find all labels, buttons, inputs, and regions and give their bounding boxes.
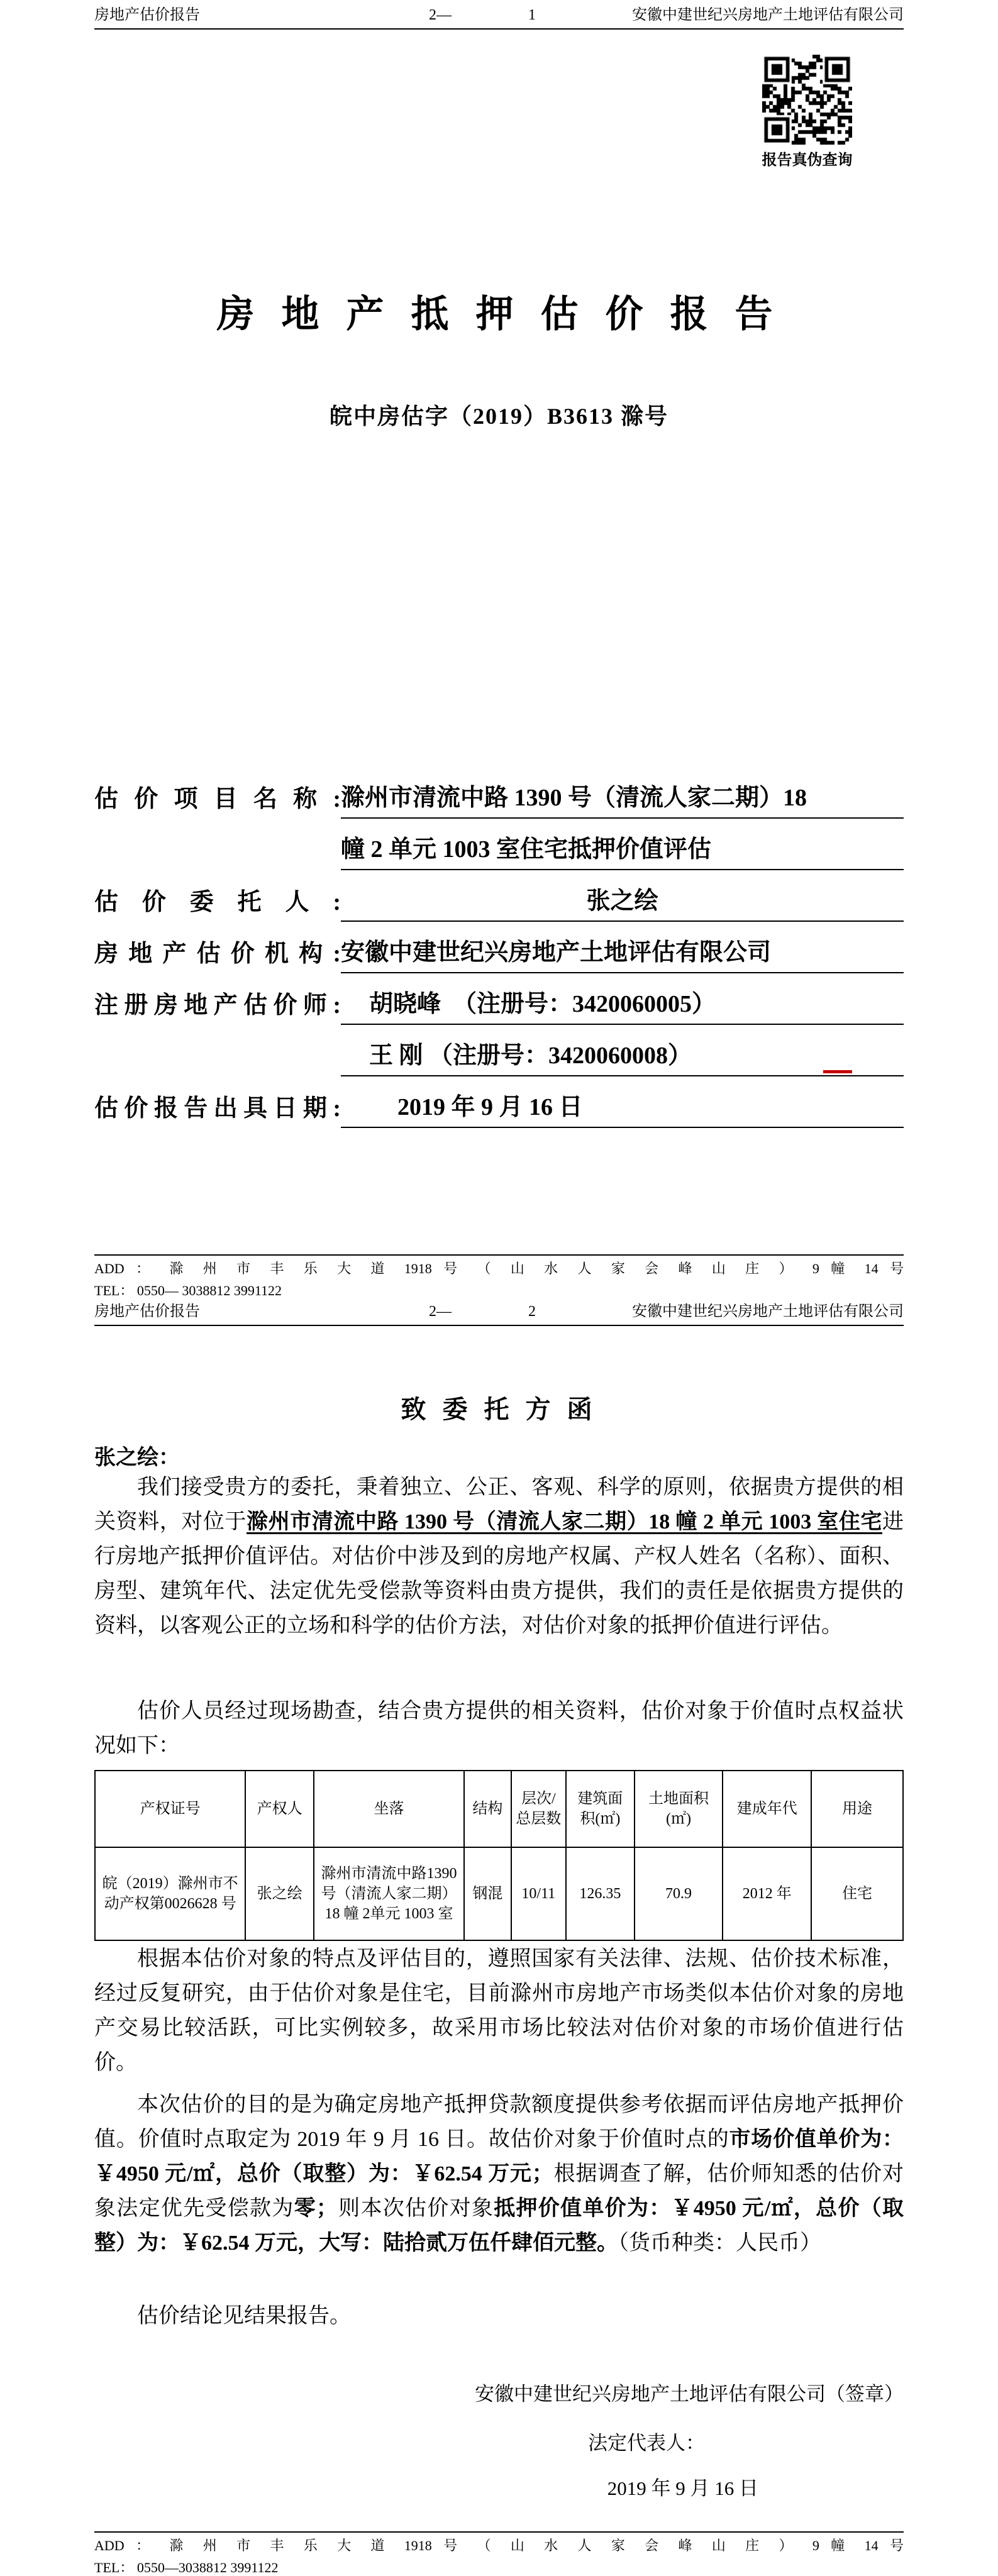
form-row-project	[94, 767, 904, 819]
table-header-cell: 层次/总层数	[511, 1771, 566, 1847]
header-doc-title: 房地产估价报告	[94, 1303, 200, 1320]
project-value-line2: 幢 2 单元 1003 室住宅抵押价值评估	[341, 829, 904, 870]
signature-date: 2019 年 9 月 16 日	[607, 2477, 758, 2499]
footer-address: ADD ： 滁 州 市 丰 乐 大 道 1918 号 （ 山 水 人 家 会 峰 山 庄 ） 9 幢 14 号	[94, 2538, 904, 2553]
table-header-cell: 产权人	[245, 1771, 314, 1847]
table-header-cell: 建筑面积(㎡)	[566, 1771, 635, 1847]
header-company-name: 安徽中建世纪兴房地产土地评估有限公司	[632, 1303, 904, 1320]
signature-company: 安徽中建世纪兴房地产土地评估有限公司（签章）	[475, 2383, 904, 2405]
table-cell-certificate: 皖（2019）滁州市不动产权第0026628 号	[95, 1847, 245, 1940]
para4-market-value: 市场价值单价为：￥4950 元/㎡，总价（取整）为：￥62.54 万元；	[94, 2128, 904, 2186]
appraiser2-value: 王 刚 （注册号：3420060008）	[341, 1036, 904, 1076]
empty-label	[94, 1071, 341, 1076]
client-label: 估价委托人:	[94, 889, 341, 915]
signature-legal-representative: 法定代表人：	[588, 2432, 705, 2454]
table-cell-owner: 张之绘	[245, 1847, 314, 1940]
paragraph-method: 根据本估价对象的特点及评估目的，遵照国家有关法律、法规、估价技术标准，经过反复研究，由于估价对象是住宅，目前滁州市房地产市场类似本估价对象的房地产交易比较活跃，可比实例较多，故采用市场比较法对估价对象的市场价值进行估价。	[94, 1947, 904, 2074]
header-page-prefix: 2—	[429, 7, 452, 23]
table-header-cell: 土地面积(㎡)	[635, 1771, 723, 1847]
paragraph-commission	[94, 1470, 904, 1643]
form-row-project-cont	[94, 819, 904, 870]
table-cell-floor: 10/11	[511, 1847, 566, 1940]
form-row-appraiser2	[94, 1025, 904, 1076]
para1-subject-property: 滁州市清流中路 1390 号（清流人家二期）18 幢 2 单元 1003 室住宅	[247, 1510, 883, 1534]
para4-mortgage-value: 抵押价值单价为：￥4950 元/㎡，总价（取整）为：￥62.54 万元，大写：陆拾贰万伍仟肆佰元整。	[94, 2197, 904, 2255]
header-doc-title: 房地产估价报告	[94, 7, 200, 23]
report-title: 房 地 产 抵 押 估 价 报 告	[216, 294, 782, 335]
page2-footer	[94, 2531, 904, 2576]
para1-text: 我们接受贵方的委托，秉着独立、公正、客观、科学的原则，依据贵方提供的相关资料，对位于	[94, 1476, 904, 1534]
agency-value: 安徽中建世纪兴房地产土地评估有限公司	[341, 932, 904, 973]
table-header-row	[95, 1771, 903, 1847]
table-header-cell: 坐落	[314, 1771, 464, 1847]
qr-caption: 报告真伪查询	[762, 152, 853, 169]
date-value: 2019 年 9 月 16 日	[341, 1087, 904, 1128]
page1-footer	[94, 1254, 904, 1299]
header-page-prefix: 2—	[429, 1303, 452, 1320]
footer-telephone: TEL： 0550— 3038812 3991122	[94, 1283, 282, 1298]
letter-title: 致 委 托 方 函	[401, 1395, 597, 1423]
table-header-cell: 建成年代	[723, 1771, 811, 1847]
table-header-cell: 用途	[811, 1771, 903, 1847]
report-number: 皖中房估字（2019）B3613 滁号	[329, 404, 668, 429]
table-header-cell: 结构	[464, 1771, 511, 1847]
header-page-number: 2	[528, 1303, 536, 1320]
red-annotation-mark	[823, 1070, 852, 1073]
table-header-cell: 产权证号	[95, 1771, 245, 1847]
date-label: 估价报告出具日期:	[94, 1095, 341, 1122]
form-row-appraiser1	[94, 973, 904, 1025]
client-value: 张之绘	[341, 881, 904, 922]
empty-label	[94, 865, 341, 870]
appraiser-label: 注册房地产估价师:	[94, 992, 341, 1019]
para4-text: 根据调查了解，估价师知悉的估价对象法定优先受偿款为	[94, 2162, 904, 2220]
para4-currency: （货币种类：人民币）	[618, 2231, 821, 2255]
paragraph-valuation	[94, 2087, 904, 2260]
table-cell-structure: 钢混	[464, 1847, 511, 1940]
footer-telephone: TEL： 0550—3038812 3991122	[94, 2560, 279, 2575]
page1-header	[94, 6, 904, 30]
para1-text: 进行房地产抵押价值评估。对估价中涉及到的房地产权属、产权人姓名（名称）、面积、房型、建筑年代、法定优先受偿款等资料由贵方提供，我们的责任是依据贵方提供的资料，以客观公正的立场和科学的估价方法，对估价对象的抵押价值进行评估。	[94, 1510, 904, 1637]
qr-code	[762, 55, 852, 145]
conclusion-note: 估价结论见结果报告。	[137, 2304, 351, 2328]
page2-header	[94, 1303, 904, 1326]
para4-text: 则本次估价对象	[337, 2197, 494, 2220]
table-row	[95, 1847, 903, 1940]
header-page-number: 1	[528, 7, 536, 23]
header-company-name: 安徽中建世纪兴房地产土地评估有限公司	[632, 7, 904, 23]
property-rights-table	[94, 1770, 904, 1941]
cover-form	[94, 767, 904, 1128]
para4-text: 本次估价的目的是为确定房地产抵押贷款额度提供参考依据而评估房地产抵押价值。价值时点取定为 2019 年 9 月 16 日。故估价对象于价值时点的	[94, 2093, 904, 2151]
appraiser1-value: 胡晓峰 （注册号：3420060005）	[341, 984, 904, 1025]
agency-label: 房地产估价机构:	[94, 941, 341, 967]
salutation: 张之绘：	[94, 1446, 180, 1469]
table-cell-year: 2012 年	[723, 1847, 811, 1940]
form-row-client	[94, 870, 904, 922]
form-row-date	[94, 1076, 904, 1128]
para4-zero: 零；	[294, 2197, 338, 2220]
project-label: 估价项目名称:	[94, 786, 341, 812]
paragraph-inspection: 估价人员经过现场勘查，结合贵方提供的相关资料，估价对象于价值时点权益状况如下：	[94, 1700, 904, 1757]
table-cell-use: 住宅	[811, 1847, 903, 1940]
table-cell-land-area: 70.9	[635, 1847, 723, 1940]
footer-address: ADD ： 滁 州 市 丰 乐 大 道 1918 号 （ 山 水 人 家 会 峰 山 庄 ） 9 幢 14 号	[94, 1261, 904, 1276]
form-row-agency	[94, 922, 904, 973]
project-value-line1: 滁州市清流中路 1390 号（清流人家二期）18	[341, 778, 904, 819]
table-cell-building-area: 126.35	[566, 1847, 635, 1940]
table-cell-location: 滁州市清流中路1390 号（清流人家二期）18 幢 2单元 1003 室	[314, 1847, 464, 1940]
